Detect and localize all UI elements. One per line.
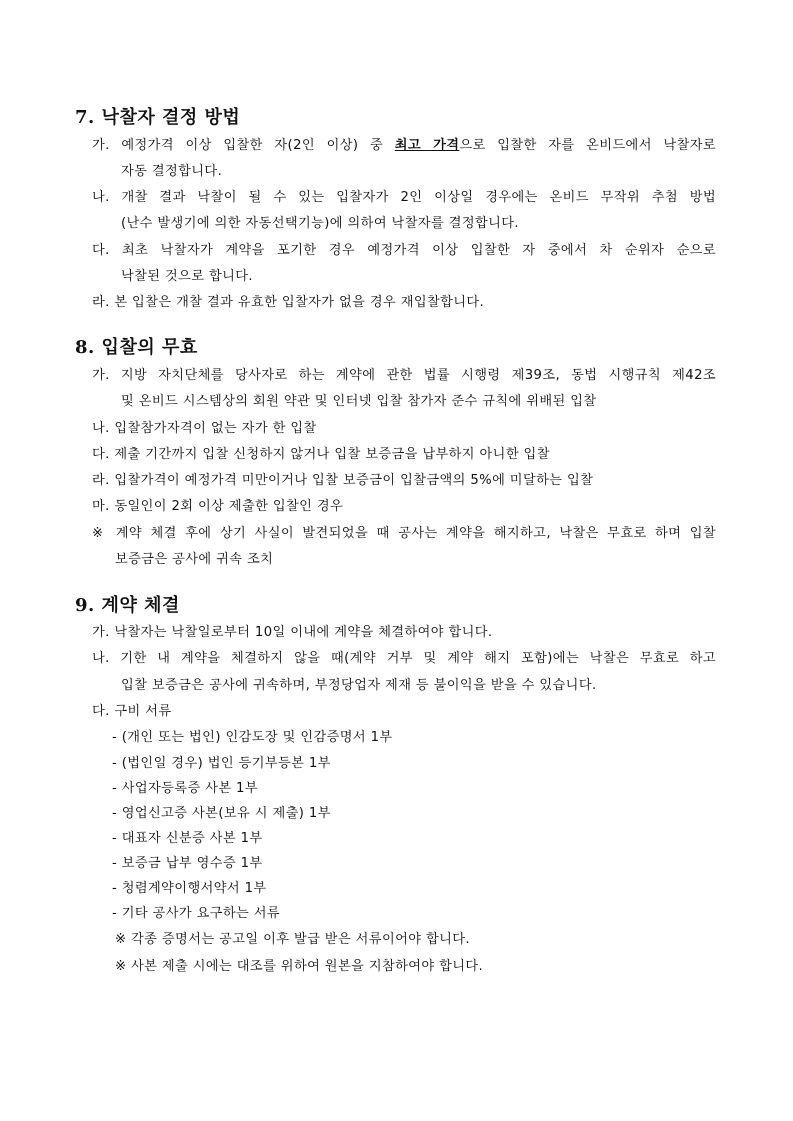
doc-item: - 대표자 신분증 사본 1부 — [112, 831, 263, 846]
s8-note-marker: ※ — [92, 526, 108, 541]
s8-item-na-text: 입찰참가자격이 없는 자가 한 입찰 — [114, 421, 317, 436]
doc-item: - (법인일 경우) 법인 등기부등본 1부 — [112, 756, 331, 771]
doc-item: - (개인 또는 법인) 인감도장 및 인감증명서 1부 — [112, 730, 393, 745]
s8-item-da — [92, 447, 550, 463]
section-7-heading: 7. 낙찰자 결정 방법 — [75, 107, 241, 128]
doc-item: - 기타 공사가 요구하는 서류 — [112, 906, 281, 921]
doc-item: - 청렴계약이행서약서 1부 — [112, 881, 267, 896]
s8-item-da-text: 제출 기간까지 입찰 신청하지 않거나 입찰 보증금을 납부하지 아니한 입찰 — [114, 447, 550, 462]
s8-item-ga-marker: 가. — [92, 368, 110, 383]
s9-item-ga-text: 낙찰자는 낙찰일로부터 10일 이내에 계약을 체결하여야 합니다. — [114, 625, 493, 640]
s8-item-da-marker: 다. — [92, 447, 110, 462]
s8-item-ra-text: 입찰가격이 예정가격 미만이거나 입찰 보증금이 입찰금액의 5%에 미달하는 입찰 — [114, 473, 594, 488]
s7-item-da-marker: 다. — [92, 243, 110, 258]
s8-item-na-marker: 나. — [92, 421, 110, 436]
s7-item-na-marker: 나. — [92, 190, 110, 205]
s7-item-da — [92, 243, 716, 259]
s7-item-ga-emphasis: 최고 가격 — [394, 138, 460, 153]
s7-item-ga-text-before: 예정가격 이상 입찰한 자(2인 이상) 중 — [121, 138, 395, 153]
s7-item-ra-marker: 라. — [92, 295, 110, 310]
doc-item: - 영업신고증 사본(보유 시 제출) 1부 — [112, 806, 331, 821]
s8-item-ra-marker: 라. — [92, 473, 110, 488]
s9-item-na-cont: 입찰 보증금은 공사에 귀속하며, 부정당업자 제재 등 불이익을 받을 수 있습니다. — [121, 678, 597, 693]
s8-item-ma-marker: 마. — [92, 499, 110, 514]
section-9-heading: 9. 계약 체결 — [75, 595, 180, 616]
s9-item-na-text: 기한 내 계약을 체결하지 않을 때(계약 거부 및 계약 해지 포함)에는 낙찰은 무효로 하고 — [120, 651, 717, 666]
s8-item-ma — [92, 499, 343, 515]
s9-item-da-text: 구비 서류 — [114, 704, 172, 719]
s7-item-na-cont: (난수 발생기에 의한 자동선택기능)에 의하여 낙찰자를 결정합니다. — [121, 216, 519, 231]
doc-item: - 보증금 납부 영수증 1부 — [112, 856, 263, 871]
s7-item-ga — [92, 138, 716, 154]
s8-item-na — [92, 421, 317, 437]
s8-item-ra — [92, 473, 593, 489]
s7-item-na-text: 개찰 결과 낙찰이 될 수 있는 입찰자가 2인 이상일 경우에는 온비드 무작위 추첨 방법 — [121, 190, 717, 205]
s9-note: ※ 각종 증명서는 공고일 이후 발급 받은 서류이어야 합니다. — [115, 932, 470, 947]
s8-note-cont: 보증금은 공사에 귀속 조치 — [115, 552, 274, 567]
s7-item-na — [92, 190, 716, 206]
section-8-heading: 8. 입찰의 무효 — [75, 337, 198, 358]
s9-item-na — [92, 651, 716, 667]
doc-item: - 사업자등록증 사본 1부 — [112, 781, 258, 796]
s8-note-text: 계약 체결 후에 상기 사실이 발견되었을 때 공사는 계약을 해지하고, 낙찰은 무효로 하며 입찰 — [115, 526, 717, 541]
s7-item-ga-cont: 자동 결정합니다. — [121, 164, 223, 179]
s9-item-ga — [92, 625, 493, 641]
s8-item-ga-text: 지방 자치단체를 당사자로 하는 계약에 관한 법률 시행령 제39조, 동법 시행규칙 제42조 — [120, 368, 716, 383]
s8-item-ga-cont: 및 온비드 시스템상의 회원 약관 및 인터넷 입찰 참가자 준수 규칙에 위배된 입찰 — [121, 394, 597, 409]
s9-note: ※ 사본 제출 시에는 대조를 위하여 원본을 지참하여야 합니다. — [115, 959, 484, 974]
s7-item-ga-text-after: 으로 입찰한 자를 온비드에서 낙찰자로 — [459, 138, 716, 153]
s8-item-ga — [92, 368, 716, 384]
s9-item-da — [92, 704, 171, 720]
s8-note — [92, 526, 716, 542]
s7-item-ra-text: 본 입찰은 개찰 결과 유효한 입찰자가 없을 경우 재입찰합니다. — [114, 295, 485, 310]
s9-item-na-marker: 나. — [92, 651, 110, 666]
s7-item-ga-marker: 가. — [92, 138, 110, 153]
s7-item-ra — [92, 295, 484, 311]
s7-item-da-cont: 낙찰된 것으로 합니다. — [121, 269, 254, 284]
s7-item-da-text: 최초 낙찰자가 계약을 포기한 경우 예정가격 이상 입찰한 자 중에서 차 순위자 순으로 — [122, 243, 716, 258]
s9-item-da-marker: 다. — [92, 704, 110, 719]
s8-item-ma-text: 동일인이 2회 이상 제출한 입찰인 경우 — [114, 499, 344, 514]
s9-item-ga-marker: 가. — [92, 625, 110, 640]
